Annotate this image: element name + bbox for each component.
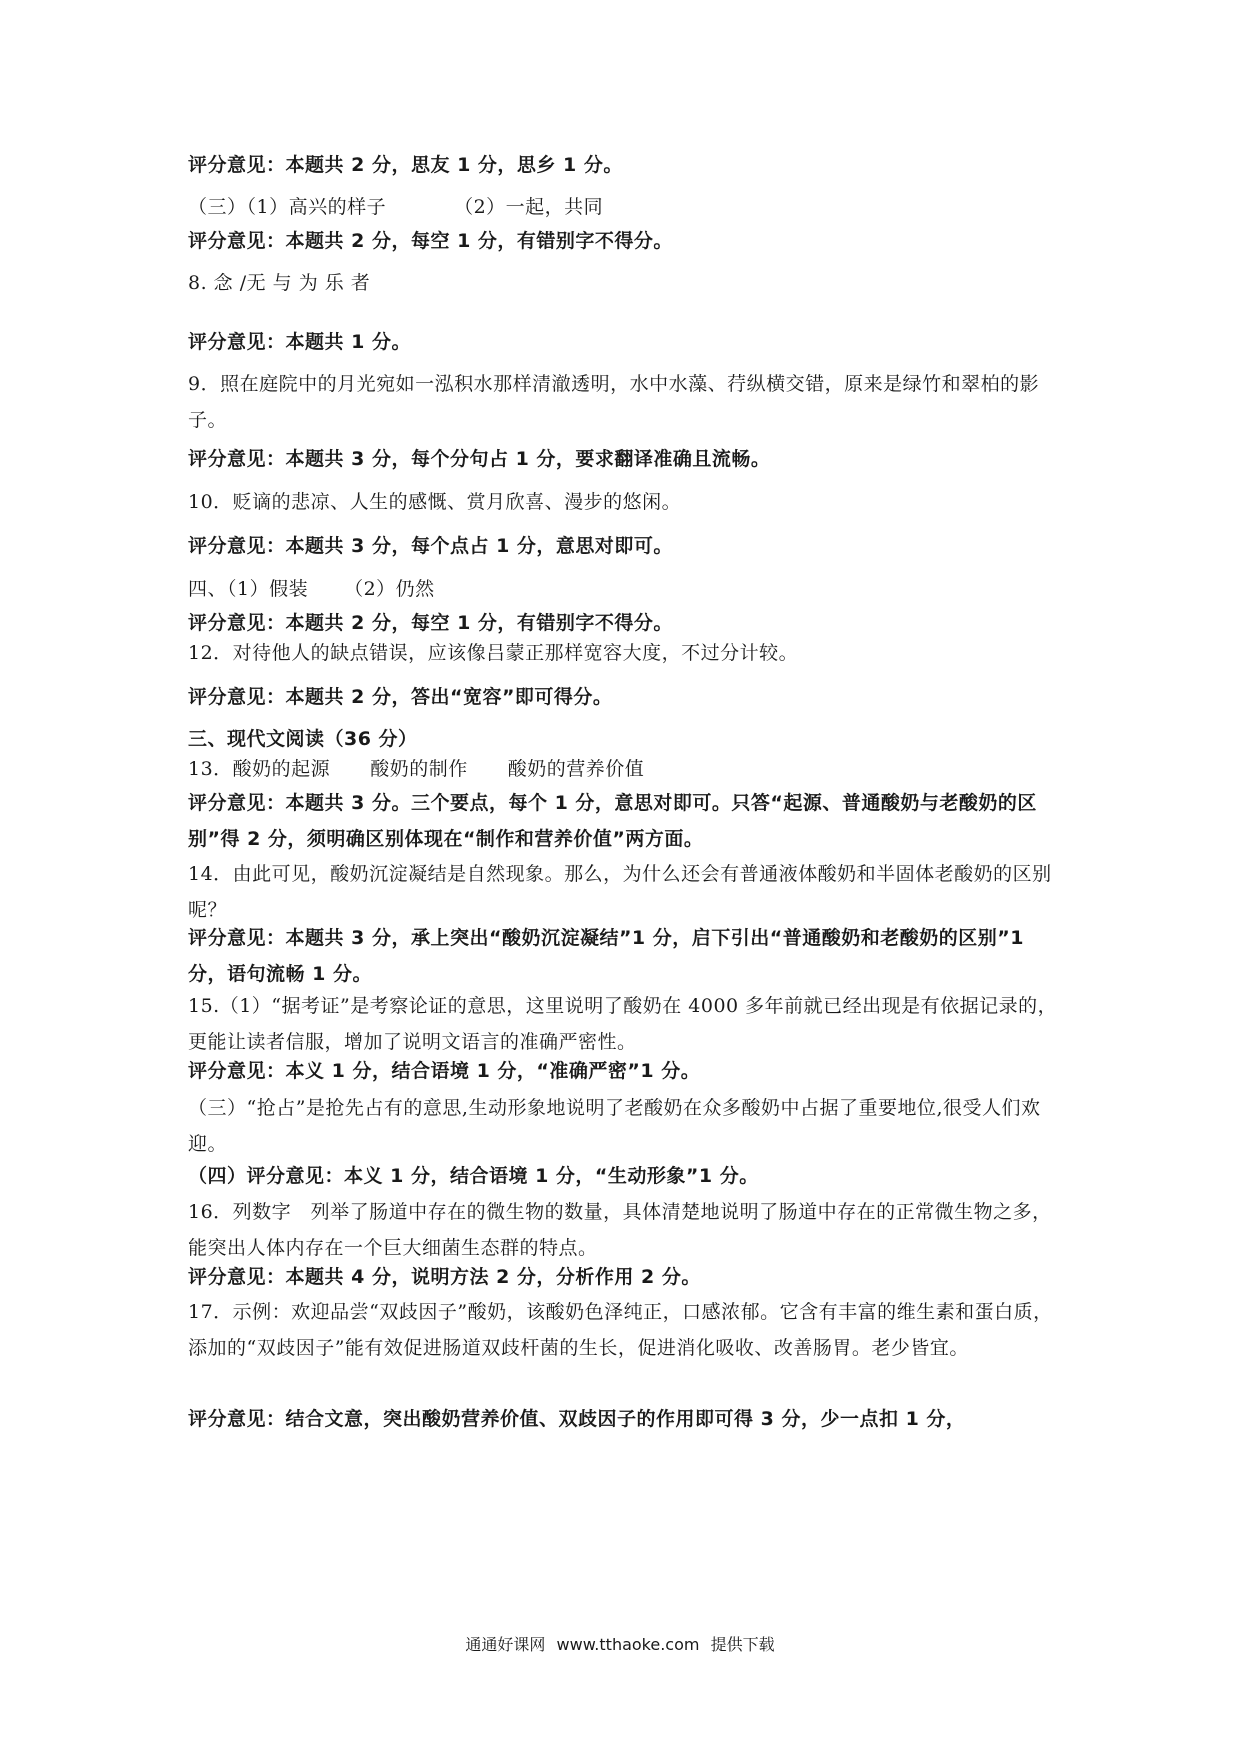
grading-note: 评分意见：结合文意，突出酸奶营养价值、双歧因子的作用即可得 3 分，少一点扣 1 分， <box>188 1408 966 1430</box>
answer-line: 16．列数字 列举了肠道中存在的微生物的数量，具体清楚地说明了肠道中存在的正常微生物之多，能突出人体内存在一个巨大细菌生态群的特点。 <box>188 1201 1052 1259</box>
page-footer <box>0 1632 1240 1655</box>
grading-note: 评分意见：本题共 2 分，答出“宽容”即可得分。 <box>188 686 613 708</box>
answer-line: 15.（1）“据考证”是考察论证的意思，这里说明了酸奶在 4000 多年前就已经出现是有依据记录的，更能让读者信服，增加了说明文语言的准确严密性。 <box>188 995 1058 1053</box>
grading-note: （四）评分意见：本义 1 分，结合语境 1 分，“生动形象”1 分。 <box>188 1165 759 1187</box>
answer-part: （2）一起，共同 <box>454 196 604 218</box>
answer-line <box>188 188 1068 226</box>
answer-line: 12．对待他人的缺点错误，应该像吕蒙正那样宽容大度，不过分计较。 <box>188 642 799 664</box>
grading-note: 评分意见：本题共 1 分。 <box>188 331 411 353</box>
footer-note: 提供下载 <box>710 1635 775 1654</box>
answer-line: 9．照在庭院中的月光宛如一泓积水那样清澈透明，水中水藻、荇纵横交错，原来是绿竹和翠柏的影子。 <box>188 373 1040 431</box>
grading-note: 评分意见：本义 1 分，结合语境 1 分，“准确严密”1 分。 <box>188 1060 701 1082</box>
answer-part: （三）（1）高兴的样子 <box>188 196 387 218</box>
grading-note: 评分意见：本题共 3 分，每个分句占 1 分，要求翻译准确且流畅。 <box>188 448 771 470</box>
answer-part: （2）仍然 <box>344 578 435 600</box>
section-heading: 三、现代文阅读（36 分） <box>188 728 418 750</box>
grading-note: 评分意见：本题共 3 分。三个要点，每个 1 分，意思对即可。只答“起源、普通酸奶与老酸奶的区别”得 2 分，须明确区别体现在“制作和营养价值”两方面。 <box>188 792 1037 850</box>
answer-line: 10．贬谪的悲凉、人生的感慨、赏月欣喜、漫步的悠闲。 <box>188 491 682 513</box>
answer-line: 17．示例：欢迎品尝“双歧因子”酸奶，该酸奶色泽纯正，口感浓郁。它含有丰富的维生素和蛋白质，添加的“双歧因子”能有效促进肠道双歧杆菌的生长，促进消化吸收、改善肠胃。老少皆宜。 <box>188 1301 1053 1359</box>
answer-part: 酸奶的营养价值 <box>507 758 645 780</box>
footer-site: 通通好课网 <box>465 1635 546 1654</box>
grading-note: 评分意见：本题共 2 分，每空 1 分，有错别字不得分。 <box>188 612 673 634</box>
answer-part: 13．酸奶的起源 <box>188 758 331 780</box>
grading-note: 评分意见：本题共 2 分，每空 1 分，有错别字不得分。 <box>188 230 673 252</box>
answer-line: 14．由此可见，酸奶沉淀凝结是自然现象。那么，为什么还会有普通液体酸奶和半固体老酸奶的区别呢？ <box>188 863 1052 921</box>
answer-part: 酸奶的制作 <box>370 758 468 780</box>
answer-line <box>188 570 1068 608</box>
answer-part: 四、（1）假装 <box>188 578 309 600</box>
grading-note: 评分意见：本题共 3 分，承上突出“酸奶沉淀凝结”1 分，启下引出“普通酸奶和老酸奶的区别”1 分，语句流畅 1 分。 <box>188 927 1024 985</box>
answer-line: 8. 念 /无 与 为 乐 者 <box>188 272 371 294</box>
grading-note: 评分意见：本题共 4 分，说明方法 2 分，分析作用 2 分。 <box>188 1266 701 1288</box>
answer-line: （三）“抢占”是抢先占有的意思,生动形象地说明了老酸奶在众多酸奶中占据了重要地位,很受人们欢迎。 <box>188 1097 1041 1155</box>
footer-url[interactable]: www.tthaoke.com <box>556 1635 700 1654</box>
answer-line <box>188 750 1068 788</box>
grading-note: 评分意见：本题共 3 分，每个点占 1 分，意思对即可。 <box>188 535 673 557</box>
grading-note: 评分意见：本题共 2 分，思友 1 分，思乡 1 分。 <box>188 154 623 176</box>
